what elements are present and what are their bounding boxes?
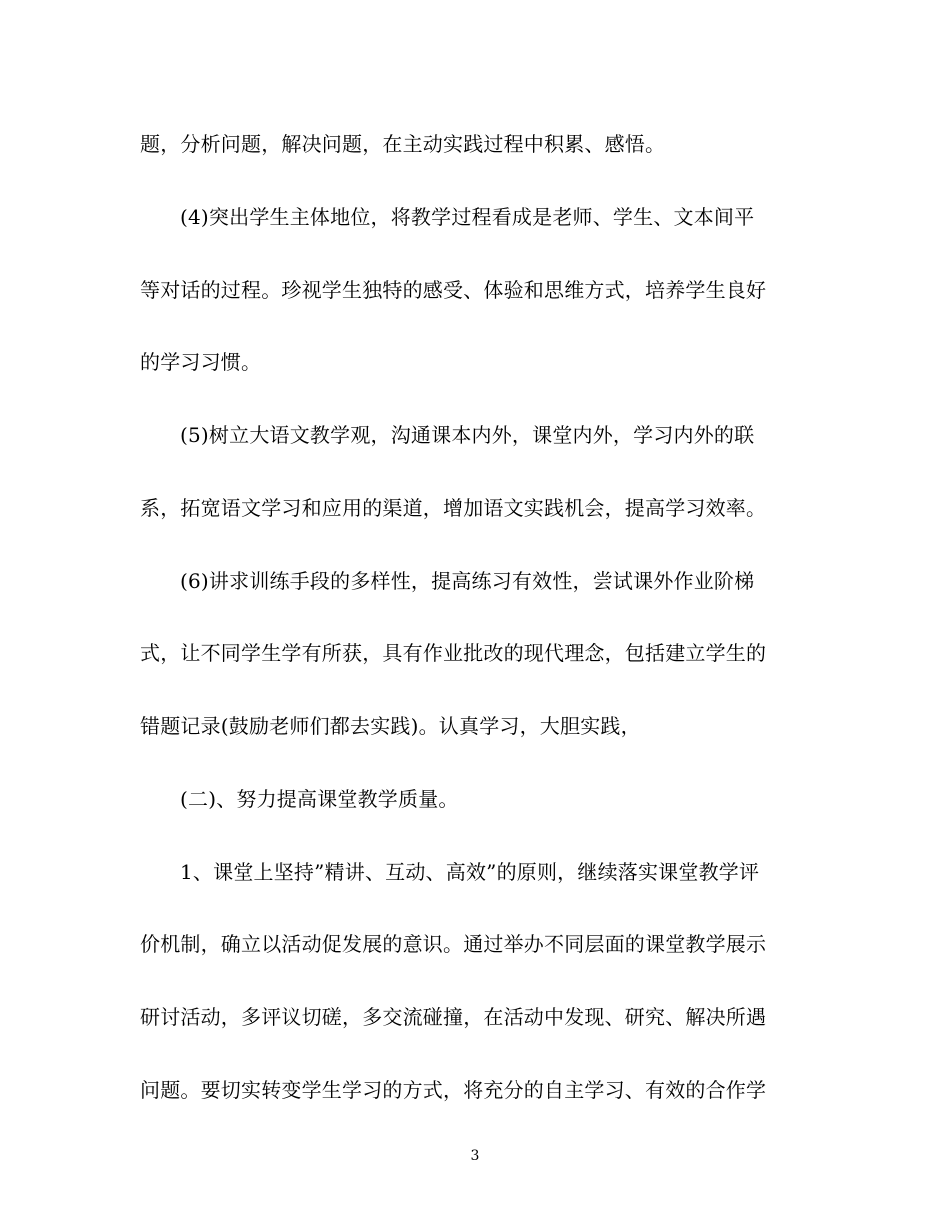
text-line: 价机制，确立以活动促发展的意识。通过举办不同层面的课堂教学展示 bbox=[140, 932, 767, 956]
text-line: 题，分析问题，解决问题，在主动实践过程中积累、感悟。 bbox=[140, 132, 666, 156]
text-line: 等对话的过程。珍视学生独特的感受、体验和思维方式，培养学生良好 bbox=[140, 278, 767, 302]
text-line: (6)讲求训练手段的多样性，提高练习有效性，尝试课外作业阶梯 bbox=[180, 569, 755, 593]
text-line: 1、课堂上坚持”精讲、互动、高效”的原则，继续落实课堂教学评 bbox=[180, 860, 760, 884]
text-line: 式，让不同学生学有所获，具有作业批改的现代理念，包括建立学生的 bbox=[140, 641, 767, 665]
text-line: (5)树立大语文教学观，沟通课本内外，课堂内外，学习内外的联 bbox=[180, 423, 755, 447]
section-heading: (二)、努力提高课堂教学质量。 bbox=[180, 787, 459, 811]
text-line: 的学习习惯。 bbox=[140, 350, 262, 374]
text-line: 研讨活动，多评议切磋，多交流碰撞，在活动中发现、研究、解决所遇 bbox=[140, 1005, 767, 1029]
text-line: 问题。要切实转变学生学习的方式，将充分的自主学习、有效的合作学 bbox=[140, 1078, 767, 1102]
page-number: 3 bbox=[470, 1148, 480, 1164]
text-line: 错题记录(鼓励老师们都去实践)。认真学习，大胆实践， bbox=[140, 714, 641, 738]
text-line: 系，拓宽语文学习和应用的渠道，增加语文实践机会，提高学习效率。 bbox=[140, 496, 767, 520]
text-line: (4)突出学生主体地位，将教学过程看成是老师、学生、文本间平 bbox=[180, 205, 755, 229]
